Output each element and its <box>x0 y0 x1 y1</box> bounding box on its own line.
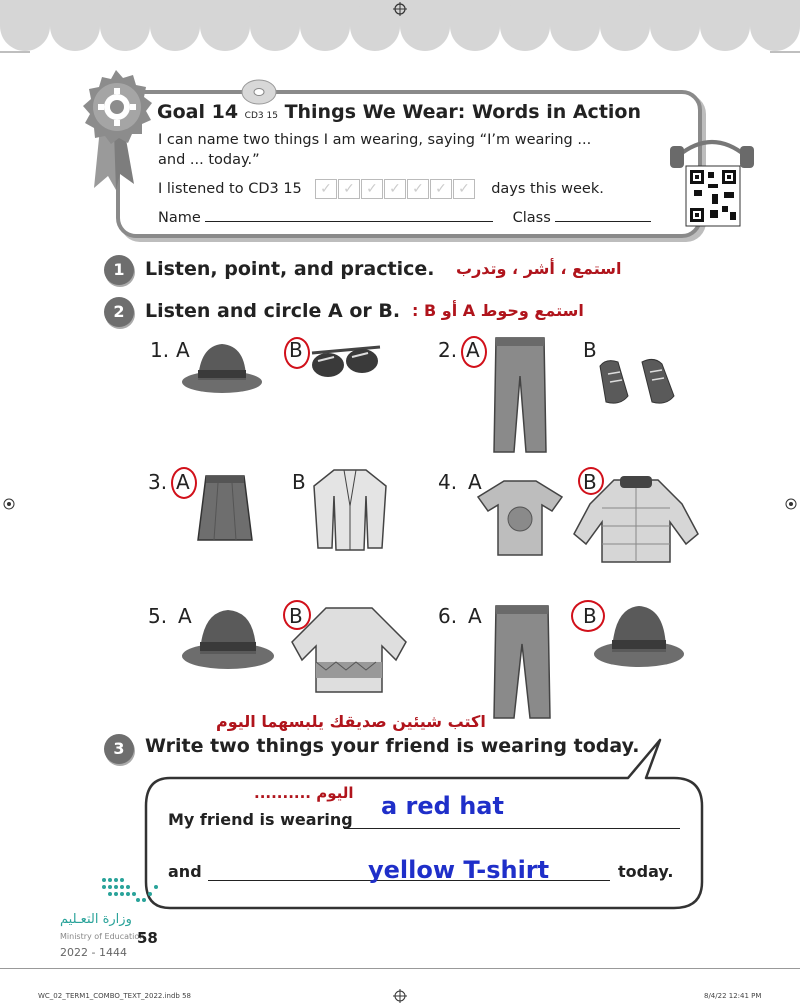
item-4-option-a[interactable]: A <box>468 470 482 494</box>
day-checkbox[interactable]: ✓ <box>338 179 360 199</box>
answer-circle <box>284 337 310 369</box>
item-6-option-b[interactable]: B <box>583 604 597 628</box>
item-2-number: 2. <box>438 338 458 362</box>
item-5-option-a[interactable]: A <box>178 604 192 628</box>
award-badge-icon <box>76 68 156 193</box>
day-checkbox[interactable]: ✓ <box>430 179 452 199</box>
answer-1-text[interactable]: a red hat <box>381 792 504 820</box>
activity-2-arabic: استمع وحوط A أو B : <box>412 301 584 320</box>
ministry-arabic: وزارة التعـليم <box>60 912 132 927</box>
hat-icon <box>180 604 276 672</box>
item-5-option-b[interactable]: B <box>289 604 303 628</box>
item-4-number: 4. <box>438 470 458 494</box>
registration-mark-icon <box>2 497 16 511</box>
activity-2-instruction: Listen and circle A or B. <box>145 300 401 322</box>
writing-line2-prefix: and <box>168 862 202 881</box>
sunglasses-icon <box>308 343 384 383</box>
day-checkbox[interactable]: ✓ <box>315 179 337 199</box>
can-do-statement-line2: and ... today.” <box>158 152 260 168</box>
item-1-option-a[interactable]: A <box>176 338 190 362</box>
activity-number-2: 2 <box>104 297 134 327</box>
item-3-option-a[interactable]: A <box>176 470 190 494</box>
jacket-icon <box>310 466 390 554</box>
item-2-option-a[interactable]: A <box>466 338 480 362</box>
day-checkbox[interactable]: ✓ <box>453 179 475 199</box>
writing-line2-suffix: today. <box>618 862 674 881</box>
page-number: 58 <box>137 929 158 947</box>
cd-tag: CD3 15 <box>244 111 278 121</box>
class-label: Class <box>512 210 551 226</box>
item-4-option-b[interactable]: B <box>583 470 597 494</box>
answer-circle <box>171 467 197 499</box>
can-do-statement-line1: I can name two things I am wearing, saying “I’m wearing ... <box>158 132 592 148</box>
listening-tracker <box>158 179 604 199</box>
file-name: WC_02_TERM1_COMBO_TEXT_2022.indb 58 <box>38 992 191 1000</box>
writing-arabic-hint: اليوم .......... <box>254 784 354 802</box>
activity-number-3: 3 <box>104 734 134 764</box>
class-field[interactable] <box>555 207 651 222</box>
trim-line <box>0 968 800 969</box>
print-timestamp: 8/4/22 12:41 PM <box>704 992 762 1000</box>
listening-suffix: days this week. <box>491 181 604 197</box>
item-1-option-b[interactable]: B <box>289 338 303 362</box>
day-checkbox[interactable]: ✓ <box>384 179 406 199</box>
sweater-icon <box>286 602 412 696</box>
activity-number-1: 1 <box>104 255 134 285</box>
day-checkbox[interactable]: ✓ <box>361 179 383 199</box>
jeans-icon <box>490 604 554 722</box>
item-2-option-b[interactable]: B <box>583 338 597 362</box>
year-label: 2022 - 1444 <box>60 946 127 959</box>
skirt-icon <box>196 474 254 542</box>
ministry-logo-icon <box>98 874 166 910</box>
item-3-number: 3. <box>148 470 168 494</box>
goal-heading: Things We Wear: Words in Action <box>284 101 641 123</box>
name-field[interactable] <box>205 207 493 222</box>
name-label: Name <box>158 210 201 226</box>
item-6-number: 6. <box>438 604 458 628</box>
registration-mark-icon <box>784 497 798 511</box>
activity-1-arabic: استمع ، أشر ، وتدرب <box>456 259 622 278</box>
item-3-option-b[interactable]: B <box>292 470 306 494</box>
tshirt-icon <box>474 477 566 557</box>
puffer-coat-icon <box>570 474 702 566</box>
goal-title <box>157 101 641 123</box>
answer-line-1[interactable] <box>344 828 680 829</box>
activity-3-instruction: Write two things your friend is wearing today. <box>145 735 640 757</box>
answer-2-text[interactable]: yellow T-shirt <box>368 856 550 884</box>
jeans-icon <box>490 336 550 456</box>
item-1-number: 1. <box>150 338 170 362</box>
registration-mark-icon <box>392 988 408 1004</box>
activity-3-arabic: اكتب شيئين صديقك يلبسهما اليوم <box>216 712 486 731</box>
sneakers-icon <box>596 356 678 408</box>
ministry-english: Ministry of Education <box>60 932 145 941</box>
headphones-qr-icon <box>668 136 756 232</box>
scallop-border <box>0 0 800 60</box>
name-class-row <box>158 207 651 226</box>
listening-prefix: I listened to CD3 15 <box>158 181 302 197</box>
answer-circle <box>461 336 487 368</box>
hat-icon <box>180 338 265 396</box>
item-5-number: 5. <box>148 604 168 628</box>
day-checkbox[interactable]: ✓ <box>407 179 429 199</box>
activity-1-instruction: Listen, point, and practice. <box>145 258 435 280</box>
goal-label: Goal 14 <box>157 101 239 123</box>
writing-line1-prefix: My friend is wearing <box>168 810 353 829</box>
hat-icon <box>592 600 686 670</box>
item-6-option-a[interactable]: A <box>468 604 482 628</box>
